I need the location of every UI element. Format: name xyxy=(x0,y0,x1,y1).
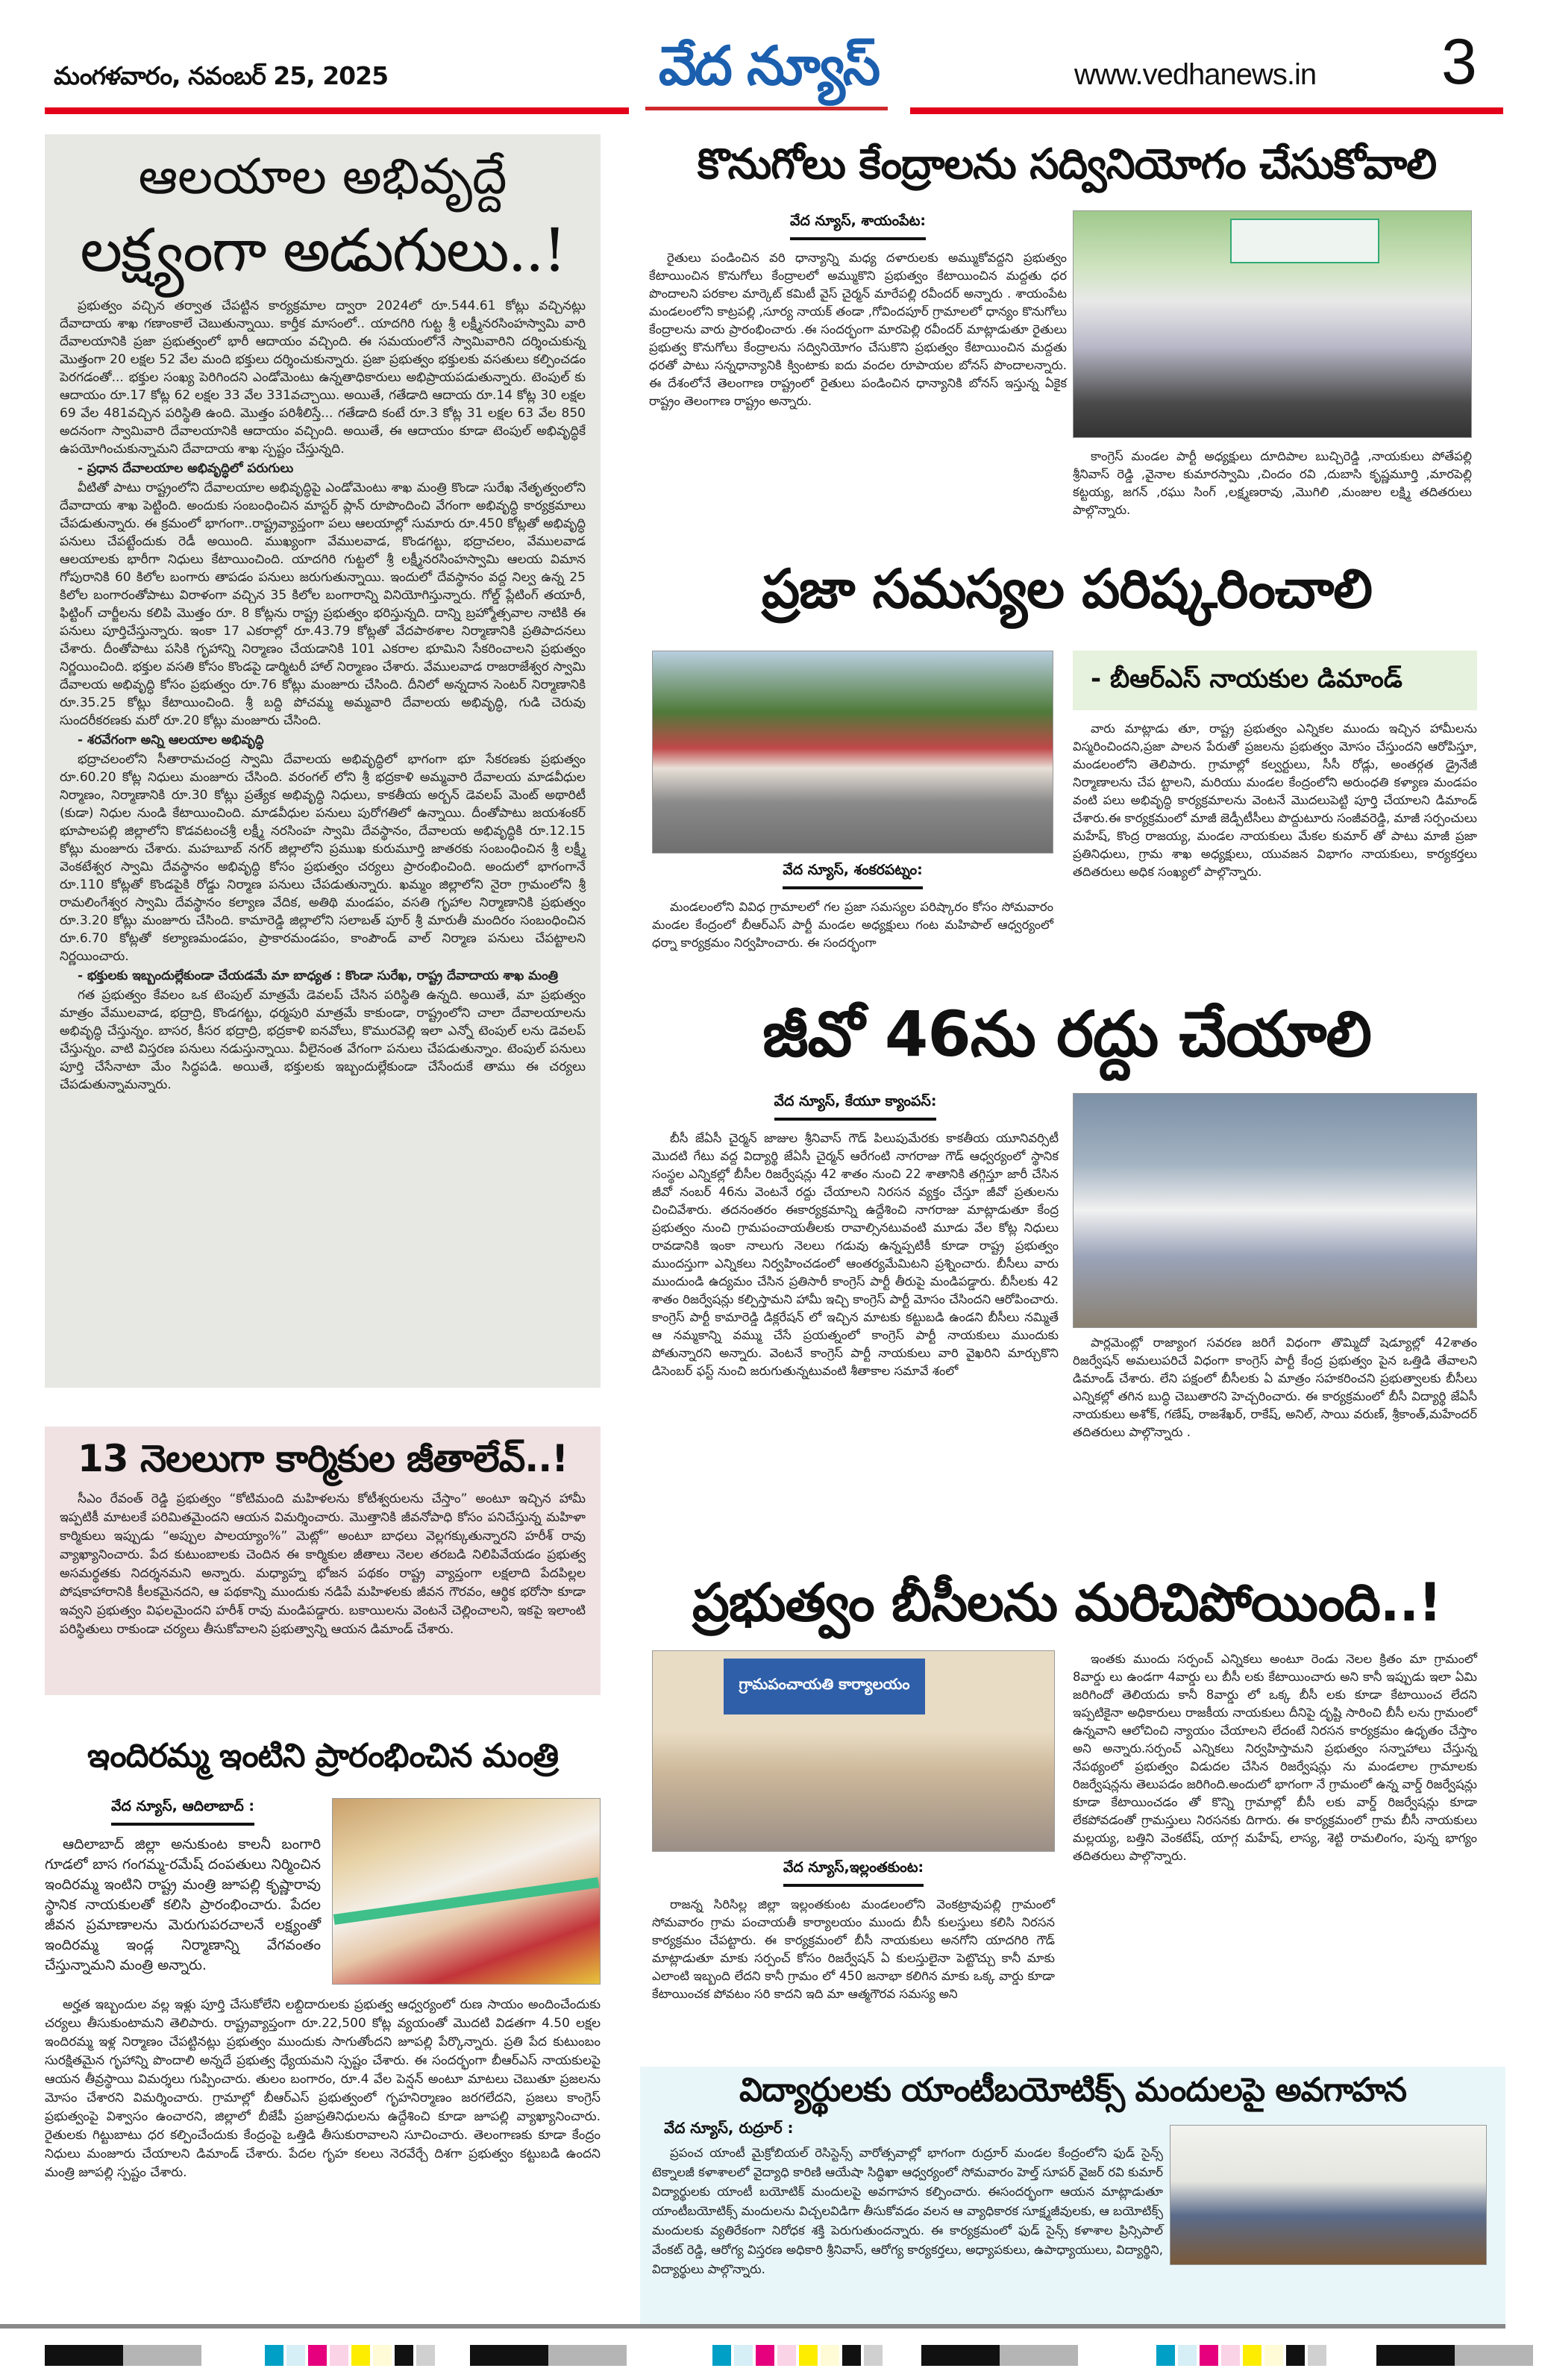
workers-body xyxy=(60,1490,586,1639)
public-issues-article xyxy=(642,557,1492,992)
registration-swatch xyxy=(548,2345,627,2366)
paragraph: ప్రభుత్వం వచ్చిన తర్వాత చేపట్టిన కార్యక్రమాల ద్వారా 2024లో రూ.544.61 కోట్లు వచ్చినట్లు దేవాదాయ శాఖ గణాంకాలే చెబుతున్నాయి. కార్తీక మాసంలో.. యాదగిరి గుట్ట శ్రీ లక్ష్మీనరసింహస్వామి వారి దేవాలయానికి ప్రజా ప్రభుత్వంలో భారీ ఆదాయం వచ్చింది. ఈ సమయంలోనే స్వామివారిని దర్శించుకున్న మొత్తంగా 20 లక్షల 52 వేల మంది భక్తులు దర్శించుకున్నారు. ప్రజా ప్రభుత్వం భక్తులకు వసతులు కల్పించడం పెరగడంతో... భక్తుల సంఖ్య పెరిగిందని ఎండోమెంటు ఉన్నతాధికారులు అభిప్రాయపడుతున్నారు. టెంపుల్ కు ఆదాయం రూ.17 కోట్ల 62 లక్షల 33 వేల 331వచ్చాయి. అయితే, గతేడాది ఆదాయ రూ.14 కోట్ల 30 లక్షల 69 వేల 481వచ్చిన పరిస్థితి ఉంది. మొత్తం పరిశీలిస్తే... గతేడాది కంటే రూ.3 కోట్ల 31 లక్షల 63 వేల 850 అదనంగా స్వామివారి దేవాలయానికి ఆదాయం వచ్చింది. అయితే, ఈ ఆదాయం కూడా టెంపుల్ అభివృద్ధికే ఉపయోగించుకున్నామని దేవాదాయ శాఖ స్పష్టం చేస్తున్నది. xyxy=(60,298,586,457)
public-issues-body-right xyxy=(1073,720,1477,883)
antibiotics-article xyxy=(640,2067,1505,2324)
registration-swatch xyxy=(351,2345,370,2366)
indiramma-body-2 xyxy=(45,1996,601,2184)
paragraph: పార్లమెంట్లో రాజ్యాంగ సవరణ జరిగే విధంగా తొమ్మిదో షెడ్యూల్లో 42శాతం రిజర్వేషన్ అమలుపరిచే విధంగా కాంగ్రెస్ పార్టీ కేంద్ర ప్రభుత్వం పైన ఒత్తిడి తేవాలని డిమాండ్ చేశారు. లేని పక్షంలో బీసీలకు ఏ మాత్రం సహకరించని ప్రభుత్వాలకు బీసీలు ఎన్నికల్లో తగిన బుద్ధి చెబుతారని హెచ్చరించారు. ఈ కార్యక్రమంలో బీసీ విద్యార్థి జేఏసీ నాయకులు అశోక్, గణేష్, రాజశేఖర్, రాకేష్, అనిల్, సాయి వరుణ్, శ్రీకాంత్,మహేందర్ తదితరులు పాల్గొన్నారు . xyxy=(1073,1335,1477,1439)
paragraph: వారు మాట్లాడు తూ, రాష్ట్ర ప్రభుత్వం ఎన్నికల ముందు ఇచ్చిన హామీలను విస్మరించిందని,ప్రజా పాలన పేరుతో ప్రజలను ప్రభుత్వం మోసం చేస్తుందని ఆరోపిస్తూ, మండలంలోని తెలిపారు. గ్రామాల్లో కల్వర్టులు, సీసీ రోడ్లు, అంతర్గత డ్రైనేజీ నిర్మాణాలను చేప ట్టాలని, మరియు మండల కేంద్రంలోని అరుంధతి కళ్యాణ మండపం వంటి పలు అభివృద్ధి కార్యక్రమాలను వెంటనే మొదలుపెట్టి పూర్తి చేయాలని డిమాండ్ చేశారు.ఈ కార్యక్రమంలో మాజీ జెడ్పీటీసీలు పొద్దుటూరు సంజీవరెడ్డి, మాజీ సర్పంచులు మహేష్, కొంద్ర రాజయ్య, మండల నాయకులు మేకల కుమార్ తో పాటు మాజీ ప్రజా ప్రతినిధులు, గ్రామ శాఖ అధ్యక్షులు, యువజన విభాగం నాయకులు, కార్యకర్తలు తదితరులు అధిక సంఖ్యలో పాల్గొన్నారు. xyxy=(1073,721,1477,879)
registration-swatch xyxy=(265,2345,283,2366)
paragraph: మండలంలోని వివిధ గ్రామాలలో గల ప్రజా సమస్యల పరిష్కారం కోసం సోమవారం మండల కేంద్రంలో బీఆర్ఎస్ పార్టీ మండల అధ్యక్షులు గంట మహిపాల్ ఆధ్వర్యంలో ధర్నా కార్యక్రమం నిర్వహించారు. ఈ సందర్భంగా xyxy=(652,900,1053,950)
panchayat-sign: గ్రామపంచాయతి కార్యాలయం xyxy=(724,1659,925,1714)
procurement-photo xyxy=(1073,210,1472,438)
dateline: వేద న్యూస్, ఆదిలాబాద్ : xyxy=(111,1798,254,1826)
paragraph: గత ప్రభుత్వం కేవలం ఒక టెంపుల్ మాత్రమే డెవలప్ చేసిన పరిస్థితి ఉన్నది. అయితే, మా ప్రభుత్వం మాత్రం వేములవాడ, భద్రాద్రి, కొండగట్టు, ధర్మపురి మాత్రమే కాకుండా, రాష్ట్రంలోని చాలా దేవాలయాలను అభివృద్ధి చేస్తున్నం. బాసర, కీసర భద్రాద్రి, భద్రకాళి ఐనవోలు, కొమురవెల్లి ఇలా ఎన్నో టెంపుల్ లను డెవలప్ చేస్తున్నం. వాటి విస్తరణ పనులు నడుస్తున్నాయి. వీలైనంత వేగంగా పనులు చేపడుతున్నాం. టెంపుల్ పనులు పూర్తి చేసేనాటా మేం సిద్ధపడి. అయితే, భక్తులకు ఇబ్బందుల్లేకుండా చేసేందుకే తాము ఈ చర్యలు చేపడుతున్నామన్నారు. xyxy=(60,988,586,1092)
registration-swatch xyxy=(1178,2345,1197,2366)
paragraph: కాంగ్రెస్ మండల పార్టీ అధ్యక్షులు దూదిపాల బుచ్చిరెడ్డి ,నాయకులు పోతేపల్లి శ్రీనివాస్ రెడ్డి ,వైనాల కుమారస్వామి ,చిందం రవి ,దుబాసి కృష్ణమూర్తి ,మారపెల్లి కట్టయ్య, జగన్ ,రఘు సింగ్ ,లక్ష్మణరావు ,మొగిలి ,మంజుల లక్ష్మి తదితరులు పాల్గొన్నారు. xyxy=(1073,449,1472,517)
paragraph: భద్రాచలంలోని సీతారామచంద్ర స్వామి దేవాలయ అభివృద్ధిలో భాగంగా భూ సేకరణకు ప్రభుత్వం రూ.60.20 కోట్ల నిధులు మంజూరు చేసింది. వరంగల్ లోని శ్రీ భద్రకాళి అమ్మవారి దేవాలయ మాడవీధుల నిర్మాణం, నిర్మాణానికి రూ.30 కోట్లు ప్రత్యేక అభివృద్ధి నిధులు, కాకతీయ అర్బన్ డెవలప్ మెంట్ అథారిటీ (కుడా) నిధుల నుండి కేటాయించింది. మాడవీధుల పనులు పురోగతిలో ఉన్నాయి. దీంతోపాటు జయశంకర్ భూపాలపల్లి జిల్లాలోని కొడవటంచశ్రీ లక్ష్మీ నరసింహ స్వామి దేవస్థానం, దేవాలయ అభివృద్ధికి రూ.12.15 కోట్లు మంజూరు చేశారు. మహబూబ్ నగర్ జిల్లాలోని ప్రముఖ కురుమూర్తి జాతరకు సంబంధించిన శ్రీ లక్ష్మీ వెంకటేశ్వర స్వామి దేవస్థానం అభివృద్ధి కోసం ప్రభుత్వం చర్యలు ప్రారంభించింది. అందులో భాగంగానే రూ.110 కోట్లతో కొండపైకి రోడ్డు నిర్మాణ పనులు చేపడుతున్నారు. ఖమ్మం జిల్లాలోని నైరా గ్రామంలోని శ్రీ రామలింగేశ్వర స్వామి దేవస్థానం కల్యాణ వేదిక, అతిథి మండపం, వసతి గృహాల నిర్మాణానికి ప్రభుత్వం రూ.3.20 కోట్లు మంజూరు చేసింది. కామారెడ్డి జిల్లాలోని సలాబత్ పూర్ శ్రీ మారుతీ మందిరం సంబంధించిన రూ.6.70 కోట్లతో కల్యాణమండపం, ప్రాకారమండపం, కాంపౌండ్ వాల్ నిర్మాణ పనులు చేపట్టాలని నిర్ణయించారు. xyxy=(60,752,586,964)
registration-swatch xyxy=(1455,2345,1533,2366)
dateline: వేద న్యూస్, కేయూ క్యాంపస్: xyxy=(774,1093,937,1121)
subheading: - శరవేగంగా అన్ని ఆలయాల అభివృద్ధి xyxy=(78,733,264,748)
indiramma-article xyxy=(45,1738,601,2343)
temples-headline-2: లక్ష్యంగా అడుగులు..! xyxy=(80,216,565,285)
dateline: వేద న్యూస్, శాయంపేట: xyxy=(790,213,926,240)
color-registration-bar xyxy=(0,2345,1542,2366)
registration-swatch xyxy=(1200,2345,1218,2366)
header-rule-right xyxy=(910,107,1503,114)
paragraph: అర్హత ఇబ్బందుల వల్ల ఇళ్లు పూర్తి చేసుకోలేని లబ్దిదారులకు ప్రభుత్వ ఆధ్వర్యంలో రుణ సాయం అందించేందుకు చర్యలు తీసుకుంటామని తెలిపారు. రాష్ట్రవ్యాప్తంగా రూ.22,500 కోట్ల వ్యయంతో మొదటి విడతగా 4.50 లక్షల ఇందిరమ్మ ఇళ్ల నిర్మాణం చేపట్టినట్లు ప్రభుత్వం ముందుకు సాగుతోందని జూపల్లి పేర్కొన్నారు. ప్రతి పేద కుటుంబం సురక్షితమైన గృహాన్ని పొందాలి అన్నదే ప్రభుత్వ ధ్యేయమని స్పష్టం చేశారు. ఈ సందర్భంగా బీఆర్ఎస్ నాయకులపై ఆయన తీవ్రస్థాయి విమర్శలు గుప్పించారు. తులం బంగారం, రూ.4 వేల పెన్షన్ అంటూ మాటలు చెబుతూ ప్రజలను మోసం చేశారని విమర్శించారు. గ్రామాల్లో బీఆర్ఎస్ ప్రభుత్వంలో గృహనిర్మాణం జరగలేదని, ప్రజలు కాంగ్రెస్ ప్రభుత్వంపై విశ్వాసం ఉంచారని, జిల్లాలో బీజేపీ ప్రజాప్రతినిధులను ఉద్దేశించి కూడా జూపల్లి వ్యాఖ్యానించారు. రైతులకు గిట్టుబాటు ధర కల్పించేందుకు కేంద్రంపై ఒత్తిడి తీసుకురావాలని సూచించారు. తెలంగాణకు కూడా కేంద్రం నిధులు మంజూరు చేయాలని డిమాండ్ చేశారు. పేదల గృహ కలలు నెరవేర్చే దిశగా ప్రభుత్వం కట్టుబడి ఉందని మంత్రి జూపల్లి స్పష్టం చేశారు. xyxy=(45,1997,601,2180)
registration-swatch xyxy=(395,2345,413,2366)
ribbon-cutting-photo xyxy=(332,1798,601,1985)
bcs-body xyxy=(652,1896,1055,2003)
public-issues-subhead: - బీఆర్ఎస్ నాయకుల డిమాండ్ xyxy=(1073,651,1477,710)
panchayat-office-photo xyxy=(652,1650,1055,1852)
bottom-rule xyxy=(0,2324,1505,2329)
registration-swatch xyxy=(1000,2345,1078,2366)
procurement-headline: కొనుగోలు కేంద్రాలను సద్వినియోగం చేసుకోవాలి xyxy=(697,140,1437,189)
dharna-photo xyxy=(652,651,1053,854)
registration-swatch xyxy=(1308,2345,1326,2366)
go46-headline: జీవో 46ను రద్దు చేయాలి xyxy=(762,998,1371,1071)
go46-body xyxy=(652,1130,1059,1380)
paragraph: రాజన్న సిరిసిల్ల జిల్లా ఇల్లంతకుంట మండలంలోని వెంకట్రావుపల్లి గ్రామంలో సోమవారం గ్రామ పంచాయతీ కార్యాలయం ముందు బీసీ కులస్తులు కలిసి నిరసన కార్యక్రమం చేపట్టారు. ఈ కార్యక్రమంలో బీసీ నాయకులు అనగోని యాదగిరి గౌడ్ మాట్లాడుతూ మాకు సర్పంచ్ కోసం రిజర్వేషన్ ఏ కులస్తులైనా పెట్టొచ్చు కానీ మాకు ఎలాంటి ఇబ్బంది లేదని కానీ గ్రామం లో 450 జనాభా కలిగిన మాకు ఒక్క వార్డు కూడా కేటాయించక పోవటం సరి కాదని ఇది మా ఆత్మగౌరవ సమస్య అని xyxy=(652,1897,1055,2001)
paragraph: ఇంతకు ముందు సర్పంచ్ ఎన్నికలు అంటూ రెండు నెలల క్రితం మా గ్రామంలో 8వార్డు లు ఉండగా 4వార్డు లు బీసీ లకు కేటాయించారు అని కానీ ఇప్పుడు ఇలా ఏమి జరిగిందో తెలియదు కానీ 8వార్డు లో ఒక్క బీసీ లకు కూడా కేటాయించ లేదని ఇప్పటికైనా అధికారులు రాజకీయ నాయకులు దీనిపై దృష్టి సారించి బీసీ లను గ్రామంలో ఉన్నవాని ఆలోచించి న్యాయం చేయాలని లేదంటే నిరసన కార్యక్రమం ఉధృతం చేస్తాం అని అన్నారు.సర్పంచ్ ఎన్నికలు నిర్వహిస్తామని ప్రభుత్వం సన్నాహాలు చేస్తున్న నేపథ్యంలో ప్రభుత్వం విడుదల చేసిన రిజర్వేషన్లు ను మండలాల గ్రామాలకు రిజర్వేషన్లను తెలుపడం జరిగింది.అందులో భాగంగా నే గ్రామంలో ఉన్న వార్డ్ రిజర్వేషన్లు కూడా కేటాయించడం తో కొన్ని గ్రామాల్లో బీసీ లకు వార్డ్ రిజర్వేషన్లు కూడా లేకపోవడంతో గ్రామస్తులు నిరసనకు దిగారు. ఈ కార్యక్రమంలో గ్రామ బీసీ నాయకులు మల్లయ్య, బత్తిని వెంకటేష్, యాగ్గ మహేష్, లాస్య, శెట్టి రామలింగం, పున్న భాగ్యం తదితరులు పాల్గొన్నారు. xyxy=(1073,1652,1477,1863)
registration-swatch xyxy=(308,2345,327,2366)
registration-swatch xyxy=(712,2345,731,2366)
registration-swatch xyxy=(45,2345,123,2366)
registration-swatch xyxy=(1376,2345,1455,2366)
registration-swatch xyxy=(373,2345,392,2366)
registration-swatch xyxy=(921,2345,1000,2366)
paragraph: ఆదిలాబాద్ జిల్లా అనుకుంట కాలనీ బంగారి గూడలో బాస గంగమ్మ-రమేష్ దంపతులు నిర్మించిన ఇందిరమ్మ ఇంటిని రాష్ట్ర మంత్రి జూపల్లి కృష్ణారావు స్థానిక నాయకులతో కలిసి ప్రారంభించారు. పేదల జీవన ప్రమాణాలను మెరుగుపరచాలనే లక్ష్యంతో ఇందిరమ్మ ఇండ్ల నిర్మాణాన్ని వేగవంతం చేస్తున్నామని మంత్రి అన్నారు. xyxy=(45,1836,321,1973)
paragraph: ప్రపంచ యాంటీ మైక్రోబియల్ రెసిస్టెన్స్ వారోత్సవాల్లో భాగంగా రుద్రూర్ మండల కేంద్రంలోని ఫుడ్ సైన్స్ టెక్నాలజీ కళాశాలలో వైద్యాధి కారిణి ఆయేషా సిద్ధిఖా ఆధ్వర్యంలో సోమవారం హెల్త్ సూపర్ వైజర్ రవి కుమార్ విద్యార్థులకు యాంటీ బయోటిక్ మందులపై అవగాహన కల్పించారు. ఈసందర్భంగా ఆయన మాట్లాడుతూ యాంటీబయోటిక్స్ మందులను విచ్చలవిడిగా తీసుకోవడం వలన ఆ వ్యాధికారక సూక్ష్మజీవులకు, ఆ బయోటిక్స్ మందులకు వ్యతిరేకంగా నిరోధక శక్తి పెరుగుతుందన్నారు. ఈ కార్యక్రమంలో ఫుడ్ సైన్స్ కళాశాల ప్రిన్సిపాల్ వేంకట్ రెడ్డి, ఆరోగ్య విస్తరణ అధికారి శ్రీనివాస్, ఆరోగ్య కార్యకర్తలు, అధ్యాపకులు, ఉపాధ్యాయులు, విద్యార్థిని, విద్యార్థులు పాల్గొన్నారు. xyxy=(652,2146,1163,2277)
paragraph: రైతులు పండించిన వరి ధాన్యాన్ని మధ్య దళారులకు అమ్ముకోవద్దని ప్రభుత్వం కేటాయించిన కొనుగోలు కేంద్రాలలో అమ్ముకొని ప్రభుత్వం కేటాయించిన మద్దతు ధర పొందాలని పరకాల మార్కెట్ కమిటీ వైస్ చైర్మన్ మారేపల్లి రవీందర్ అన్నారు . శాయంపేట మండలంలోని కాట్రపల్లి ,సూర్య నాయక్ తండా ,గోవిందపూర్ గ్రామాలలో ధాన్యం కొనుగోలు కేంద్రాలను వారు ప్రారంభించారు .ఈ సందర్భంగా మారపెల్లి రవీందర్ మాట్లాడుతూ రైతులు ప్రభుత్వ కొనుగోలు కేంద్రాలను సద్వినియోగం చేసుకొని ప్రభుత్వం కేటాయించిన మద్దతు ధరతో పాటు సన్నధాన్యానికి క్వింటాకు ఐదు వందల రూపాయల బోనస్ పొందాలన్నారు. ఈ దేశంలోనే తెలంగాణ రాష్ట్రంలో రైతులు పండించిన ధాన్యానికి బోనస్ ఇస్తున్న ఏకైక రాష్ట్రం తెలంగాణ రాష్ట్రం అన్నారు. xyxy=(649,251,1067,408)
dateline: వేద న్యూస్, శంకరపట్నం: xyxy=(783,862,923,889)
masthead xyxy=(0,0,1542,127)
registration-swatch xyxy=(864,2345,883,2366)
registration-swatch xyxy=(123,2345,201,2366)
public-issues-body xyxy=(652,898,1053,952)
temples-headline-1: ఆలయాల అభివృద్దే xyxy=(138,148,507,205)
issue-date: మంగళవారం, నవంబర్ 25, 2025 xyxy=(54,61,389,90)
procurement-body-cont xyxy=(1073,448,1472,521)
dateline: వేద న్యూస్, రుద్రూర్ : xyxy=(664,2119,794,2138)
registration-swatch xyxy=(1243,2345,1262,2366)
workers-article xyxy=(45,1427,601,1695)
website[interactable]: www.vedhanews.in xyxy=(1074,58,1317,91)
public-issues-headline: ప్రజా సమస్యల పరిష్కరించాలి xyxy=(761,557,1373,620)
registration-swatch xyxy=(330,2345,348,2366)
registration-swatch xyxy=(821,2345,839,2366)
indiramma-body-1 xyxy=(45,1835,321,1976)
registration-swatch xyxy=(799,2345,818,2366)
registration-swatch xyxy=(1221,2345,1240,2366)
logo: వేద న్యూస్ xyxy=(658,34,879,97)
registration-swatch xyxy=(734,2345,753,2366)
registration-swatch xyxy=(1156,2345,1175,2366)
paragraph: బీసీ జేఏసీ చైర్మన్ జాజుల శ్రీనివాస్ గౌడ్ పిలుపుమేరకు కాకతీయ యూనివర్సిటీ మొదటి గేటు వద్ద విద్యార్థి జేఏసీ చైర్మన్ ఆరేగంటి నాగరాజు గౌడ్ ఆధ్వర్యంలో స్థానిక సంస్థల ఎన్నికల్లో బీసీల రిజర్వేషన్లు 42 శాతం నుంచి 22 శాతానికి తగ్గిస్తూ జారీ చేసిన జీవో నంబర్ 46ను వెంటనే రద్దు చేయాలని నిరసన వ్యక్తం చేస్తూ జీవో ప్రతులను చించివేశారు. తదనంతరం ఈకార్యక్రమాన్ని ఉద్దేశించి నాగరాజు మాట్లాడుతూ కేంద్ర ప్రభుత్వం నుంచి గ్రామపంచాయతీలకు రావాల్సినటువంటి మూడు వేల కోట్ల నిధులు రావడానికి ఇంకా నాలుగు నెలలు గడువు ఉన్నప్పటికీ కూడా రాష్ట్ర ప్రభుత్వం ముందస్తుగా ఎన్నికలు నిర్వహించడంలో ఆంతర్యమేమిటని ప్రశ్నించారు. బీసీలు వారు ముందుండి ఉద్యమం చేసిన ప్రతిసారీ కాంగ్రెస్ పార్టీ తీరుపై మండిపడ్డారు. బీసీలకు 42 శాతం రిజర్వేషన్లు కల్పిస్తామని హామీ ఇచ్చి కాంగ్రెస్ పార్టీ మోసం చేసిందని ఆరోపించారు. కాంగ్రెస్ పార్టీ కామారెడ్డి డిక్లరేషన్ లో ఇచ్చిన మాటకు కట్టుబడి ఉండని బీసీలు నమ్మితే ఆ నమ్మకాన్ని వమ్ము చేసే ప్రయత్నంలో కాంగ్రెస్ పార్టీ నాయకులు ముందుకు పోతున్నారని అన్నారు. వెంటనే కాంగ్రెస్ పార్టీ నాయకులు వారి వైఖరిని మార్చుకొని డిసెంబర్ ఫస్ట్ నుంచి జరుగుతున్నటువంటి శీతాకాల సమావే శంలో xyxy=(652,1131,1059,1378)
subheading: - భక్తులకు ఇబ్బందుల్లేకుండా చేయడమే మా బాధ్యత : కొండా సురేఖ, రాష్ట్ర దేవాదాయ శాఖ మంత్రి xyxy=(78,968,559,983)
header-rule-left xyxy=(45,107,629,114)
bcs-article xyxy=(642,1574,1492,2052)
registration-swatch xyxy=(1286,2345,1305,2366)
go46-article xyxy=(642,1000,1492,1574)
paragraph: వీటితో పాటు రాష్ట్రంలోని దేవాలయాల అభివృద్ధిపై ఎండోమెంటు శాఖ మంత్రి కొండా సురేఖ నేతృత్వంలోని దేవాదాయ శాఖ పెట్టింది. అందుకు సంబంధించిన మాస్టర్ ప్లాన్ రూపొందించి వేగంగా అభివృద్ధి కార్యక్రమాలు చేపడుతున్నారు. ఈ క్రమంలో భాగంగా..రాష్ట్రవ్యాప్తంగా పలు ఆలయాల్లో సుమారు రూ.450 కోట్లతో అభివృద్ధి పనులు చేపట్టేందుకు రెడీ అయింది. ముఖ్యంగా వేములవాడ, కొండగట్టు, భద్రాచలం, వేములవాడ ఆలయాలకు భారీగా నిధులు కేటాయించింది. యాదగిరి గుట్టలో శ్రీ లక్ష్మీనరసింహస్వామి ఆలయ విమాన గోపురానికి 60 కిలోల బంగారు తాపడం పనులు జరుగుతున్నాయి. ఇందులో దేవస్థానం వద్ద నిల్వ ఉన్న 25 కిలోల బంగారంతోపాటు విరాళంగా వచ్చిన 35 కిలోల బంగారాన్ని వినియోగిస్తున్నారు. గోల్డ్ ప్లేటింగ్ తయారీ, ఫిట్టింగ్ చార్జీలను కలిపి మొత్తం రూ. 8 కోట్లను రాష్ట్ర ప్రభుత్వం భరిస్తున్నది. దాన్ని బ్రహ్మోత్సవాల నాటికి ఈ పనులు పూర్తిచేస్తున్నారు. ఇంకా 17 ఎకరాల్లో రూ.43.79 కోట్లతో వేదపాఠశాల నిర్మాణానికి ప్రతిపాదనలు చేశారు. దీంతోపాటు పసికి గృహాన్ని నిర్మాణం చేయడానికి 101 ఎకరాల భూమిని సేకరించాలని ప్రభుత్వం నిర్ణయించింది. భక్తుల వసతి కోసం కొండపై డార్మిటరీ హాల్ నిర్మాణం చేశారు. వేములవాడ రాజరాజేశ్వర స్వామి దేవాలయ అభివృద్ధి కోసం ప్రభుత్వం రూ.76 కోట్లు మంజూరు చేసింది. దీనిలో అన్నదాన సెంటర్ నిర్మాణానికి రూ.35.25 కోట్లు కేటాయించింది. శ్రీ బద్ది పోచమ్మ అమ్మవారి దేవాలయ అభివృద్ధి, గుడి చెరువు సుందరీకరణకు మరో రూ.20 కోట్లు మంజూరు చేసింది. xyxy=(60,480,586,728)
bcs-body-right xyxy=(1073,1650,1477,1867)
procurement-body xyxy=(649,249,1067,410)
students-protest-photo xyxy=(1073,1093,1477,1328)
bcs-headline: ప్రభుత్వం బీసీలను మరిచిపోయింది..! xyxy=(692,1572,1441,1633)
registration-swatch xyxy=(756,2345,774,2366)
registration-swatch xyxy=(286,2345,305,2366)
temples-article xyxy=(45,134,601,1388)
registration-swatch xyxy=(777,2345,796,2366)
paragraph: సీఎం రేవంత్ రెడ్డి ప్రభుత్వం “కోటిమంది మహిళలను కోటీశ్వరులను చేస్తాం” అంటూ ఇచ్చిన హామీ ఇప్పటికీ మాటలకే పరిమితమైందని ఆయన విమర్శించారు. మొత్తానికి జీవనోపాధి కోసం పనిచేస్తున్న మహిళా కార్మికులు ఇప్పుడు “అప్పుల పాలయ్యాం%” మెట్లో” అంటూ బాధలు వెల్లగక్కుతున్నారని హరీశ్ రావు వ్యాఖ్యానించారు. పేద కుటుంబాలకు చెందిన ఈ కార్మికుల జీతాలు నెలల తరబడి నిలిపివేయడం ప్రభుత్వ అసమర్థతకు నిదర్శనమని అన్నారు. మధ్యాహ్న భోజన పథకం రాష్ట్ర వ్యాప్తంగా లక్షలాది పేదపిల్లల పోషకాహారానికి కీలకమైనదని, ఆ పథకాన్ని ముందుకు నడిపే మహిళలకు జీవన గౌరవం, ఆర్థిక భరోసా కూడా ఇవ్వని ప్రభుత్వం విఫలమైందని హరీశ్ రావు మండిపడ్డారు. బకాయిలను వెంటనే చెల్లించాలని, ఇకపై ఇలాంటి పరిస్థితులు రాకుండా చర్యలు తీసుకోవాలని ప్రభుత్వాన్ని ఆయన డిమాండ్ చేశారు. xyxy=(60,1491,586,1637)
procurement-article xyxy=(642,142,1492,537)
registration-swatch xyxy=(416,2345,435,2366)
antibiotics-headline: విద్యార్థులకు యాంటీబయోటిక్స్ మందులపై అవగాహన xyxy=(739,2071,1407,2109)
go46-body-right xyxy=(1073,1334,1477,1443)
workers-headline: 13 నెలలుగా కార్మికుల జీతాలేవ్..! xyxy=(77,1437,568,1480)
logo-underline xyxy=(645,107,888,110)
page-number: 3 xyxy=(1441,26,1477,98)
registration-swatch xyxy=(470,2345,548,2366)
dateline: వేద న్యూస్,ఇల్లంతకుంట: xyxy=(783,1859,924,1887)
registration-swatch xyxy=(1264,2345,1283,2366)
classroom-photo xyxy=(1170,2125,1487,2265)
subheading: - ప్రధాన దేవాలయాల అభివృద్ధిలో పరుగులు xyxy=(78,461,294,476)
indiramma-headline: ఇందిరమ్మ ఇంటిని ప్రారంభించిన మంత్రి xyxy=(87,1737,558,1775)
registration-swatch xyxy=(842,2345,861,2366)
temples-body xyxy=(60,297,586,1094)
